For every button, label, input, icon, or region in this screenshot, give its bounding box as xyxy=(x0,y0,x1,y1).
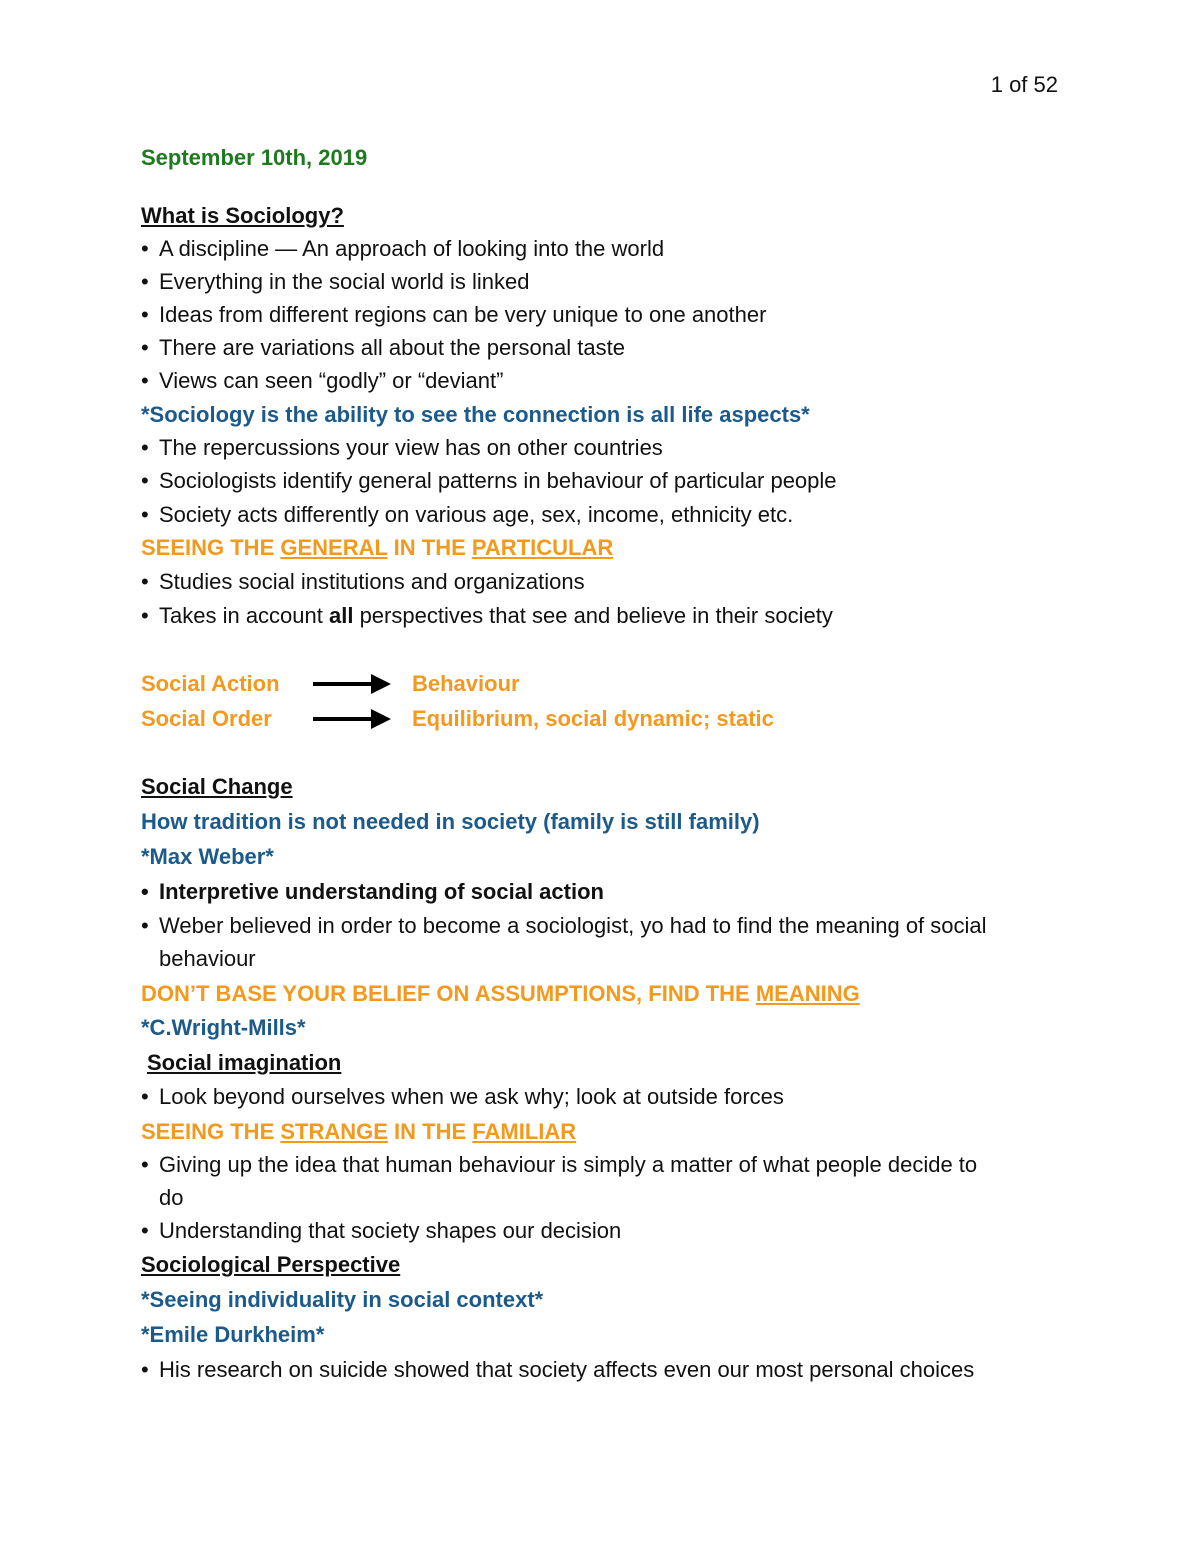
bullet-icon: • xyxy=(141,269,149,294)
list-item-continuation: behaviour xyxy=(159,946,256,971)
list-item: • Studies social institutions and organizations xyxy=(141,567,585,597)
pair-left-social-action: Social Action xyxy=(141,671,280,696)
bullet-icon: • xyxy=(141,335,149,360)
subheading-tradition: How tradition is not needed in society (family is still family) xyxy=(141,809,760,834)
pair-right-behaviour: Behaviour xyxy=(412,671,520,696)
theorist-max-weber: *Max Weber* xyxy=(141,844,274,869)
pair-right-equilibrium: Equilibrium, social dynamic; static xyxy=(412,706,774,731)
list-item: • Views can seen “godly” or “deviant” xyxy=(141,366,503,396)
subheading-social-imagination: Social imagination xyxy=(147,1050,342,1075)
list-item: • Sociologists identify general patterns in behaviour of particular people xyxy=(141,466,837,496)
bullet-icon: • xyxy=(141,468,149,493)
bullet-icon: • xyxy=(141,435,149,460)
bullet-icon: • xyxy=(141,236,149,261)
date-heading: September 10th, 2019 xyxy=(141,145,368,170)
theorist-emile-durkheim: *Emile Durkheim* xyxy=(141,1322,325,1347)
bullet-icon: • xyxy=(141,502,149,527)
list-item: • A discipline — An approach of looking into the world xyxy=(141,234,664,264)
section-heading-sociological-perspective: Sociological Perspective xyxy=(141,1252,401,1277)
section-heading-social-change: Social Change xyxy=(141,774,293,799)
list-item: • Ideas from different regions can be very unique to one another xyxy=(141,300,766,330)
list-item: • Understanding that society shapes our decision xyxy=(141,1216,621,1246)
emphasis-general-particular: SEEING THE GENERAL IN THE PARTICULAR xyxy=(141,535,614,560)
emphasis-find-meaning: DON’T BASE YOUR BELIEF ON ASSUMPTIONS, FIND THE MEANING xyxy=(141,981,860,1006)
bullet-icon: • xyxy=(141,603,149,628)
bullet-icon: • xyxy=(141,569,149,594)
list-item: • Interpretive understanding of social action xyxy=(141,877,604,907)
bullet-icon: • xyxy=(141,302,149,327)
bullet-icon: • xyxy=(141,368,149,393)
bullet-icon: • xyxy=(141,879,149,904)
bullet-icon: • xyxy=(141,1084,149,1109)
bullet-icon: • xyxy=(141,913,149,938)
list-item: • Everything in the social world is linked xyxy=(141,267,530,297)
list-item: • Takes in account all perspectives that see and believe in their society xyxy=(141,601,833,631)
pair-left-social-order: Social Order xyxy=(141,706,272,731)
theorist-c-wright-mills: *C.Wright-Mills* xyxy=(141,1015,306,1040)
highlight-definition: *Sociology is the ability to see the connection is all life aspects* xyxy=(141,402,810,427)
list-item: • There are variations all about the personal taste xyxy=(141,333,625,363)
list-item: • Giving up the idea that human behaviour is simply a matter of what people decide to xyxy=(141,1150,977,1180)
arrow-right-icon xyxy=(313,707,391,731)
page-number: 1 of 52 xyxy=(990,72,1058,97)
list-item: • Weber believed in order to become a sociologist, yo had to find the meaning of social xyxy=(141,911,987,941)
list-item: • Society acts differently on various age, sex, income, ethnicity etc. xyxy=(141,500,793,530)
list-item: • The repercussions your view has on other countries xyxy=(141,433,663,463)
list-item-continuation: do xyxy=(159,1185,184,1210)
arrow-right-icon xyxy=(313,672,391,696)
subheading-individuality: *Seeing individuality in social context* xyxy=(141,1287,544,1312)
list-item: • Look beyond ourselves when we ask why; look at outside forces xyxy=(141,1082,784,1112)
bullet-icon: • xyxy=(141,1152,149,1177)
bullet-icon: • xyxy=(141,1218,149,1243)
section-heading-what-is-sociology: What is Sociology? xyxy=(141,203,344,228)
list-item: • His research on suicide showed that society affects even our most personal choices xyxy=(141,1355,974,1385)
emphasis-strange-familiar: SEEING THE STRANGE IN THE FAMILIAR xyxy=(141,1119,577,1144)
bullet-icon: • xyxy=(141,1357,149,1382)
